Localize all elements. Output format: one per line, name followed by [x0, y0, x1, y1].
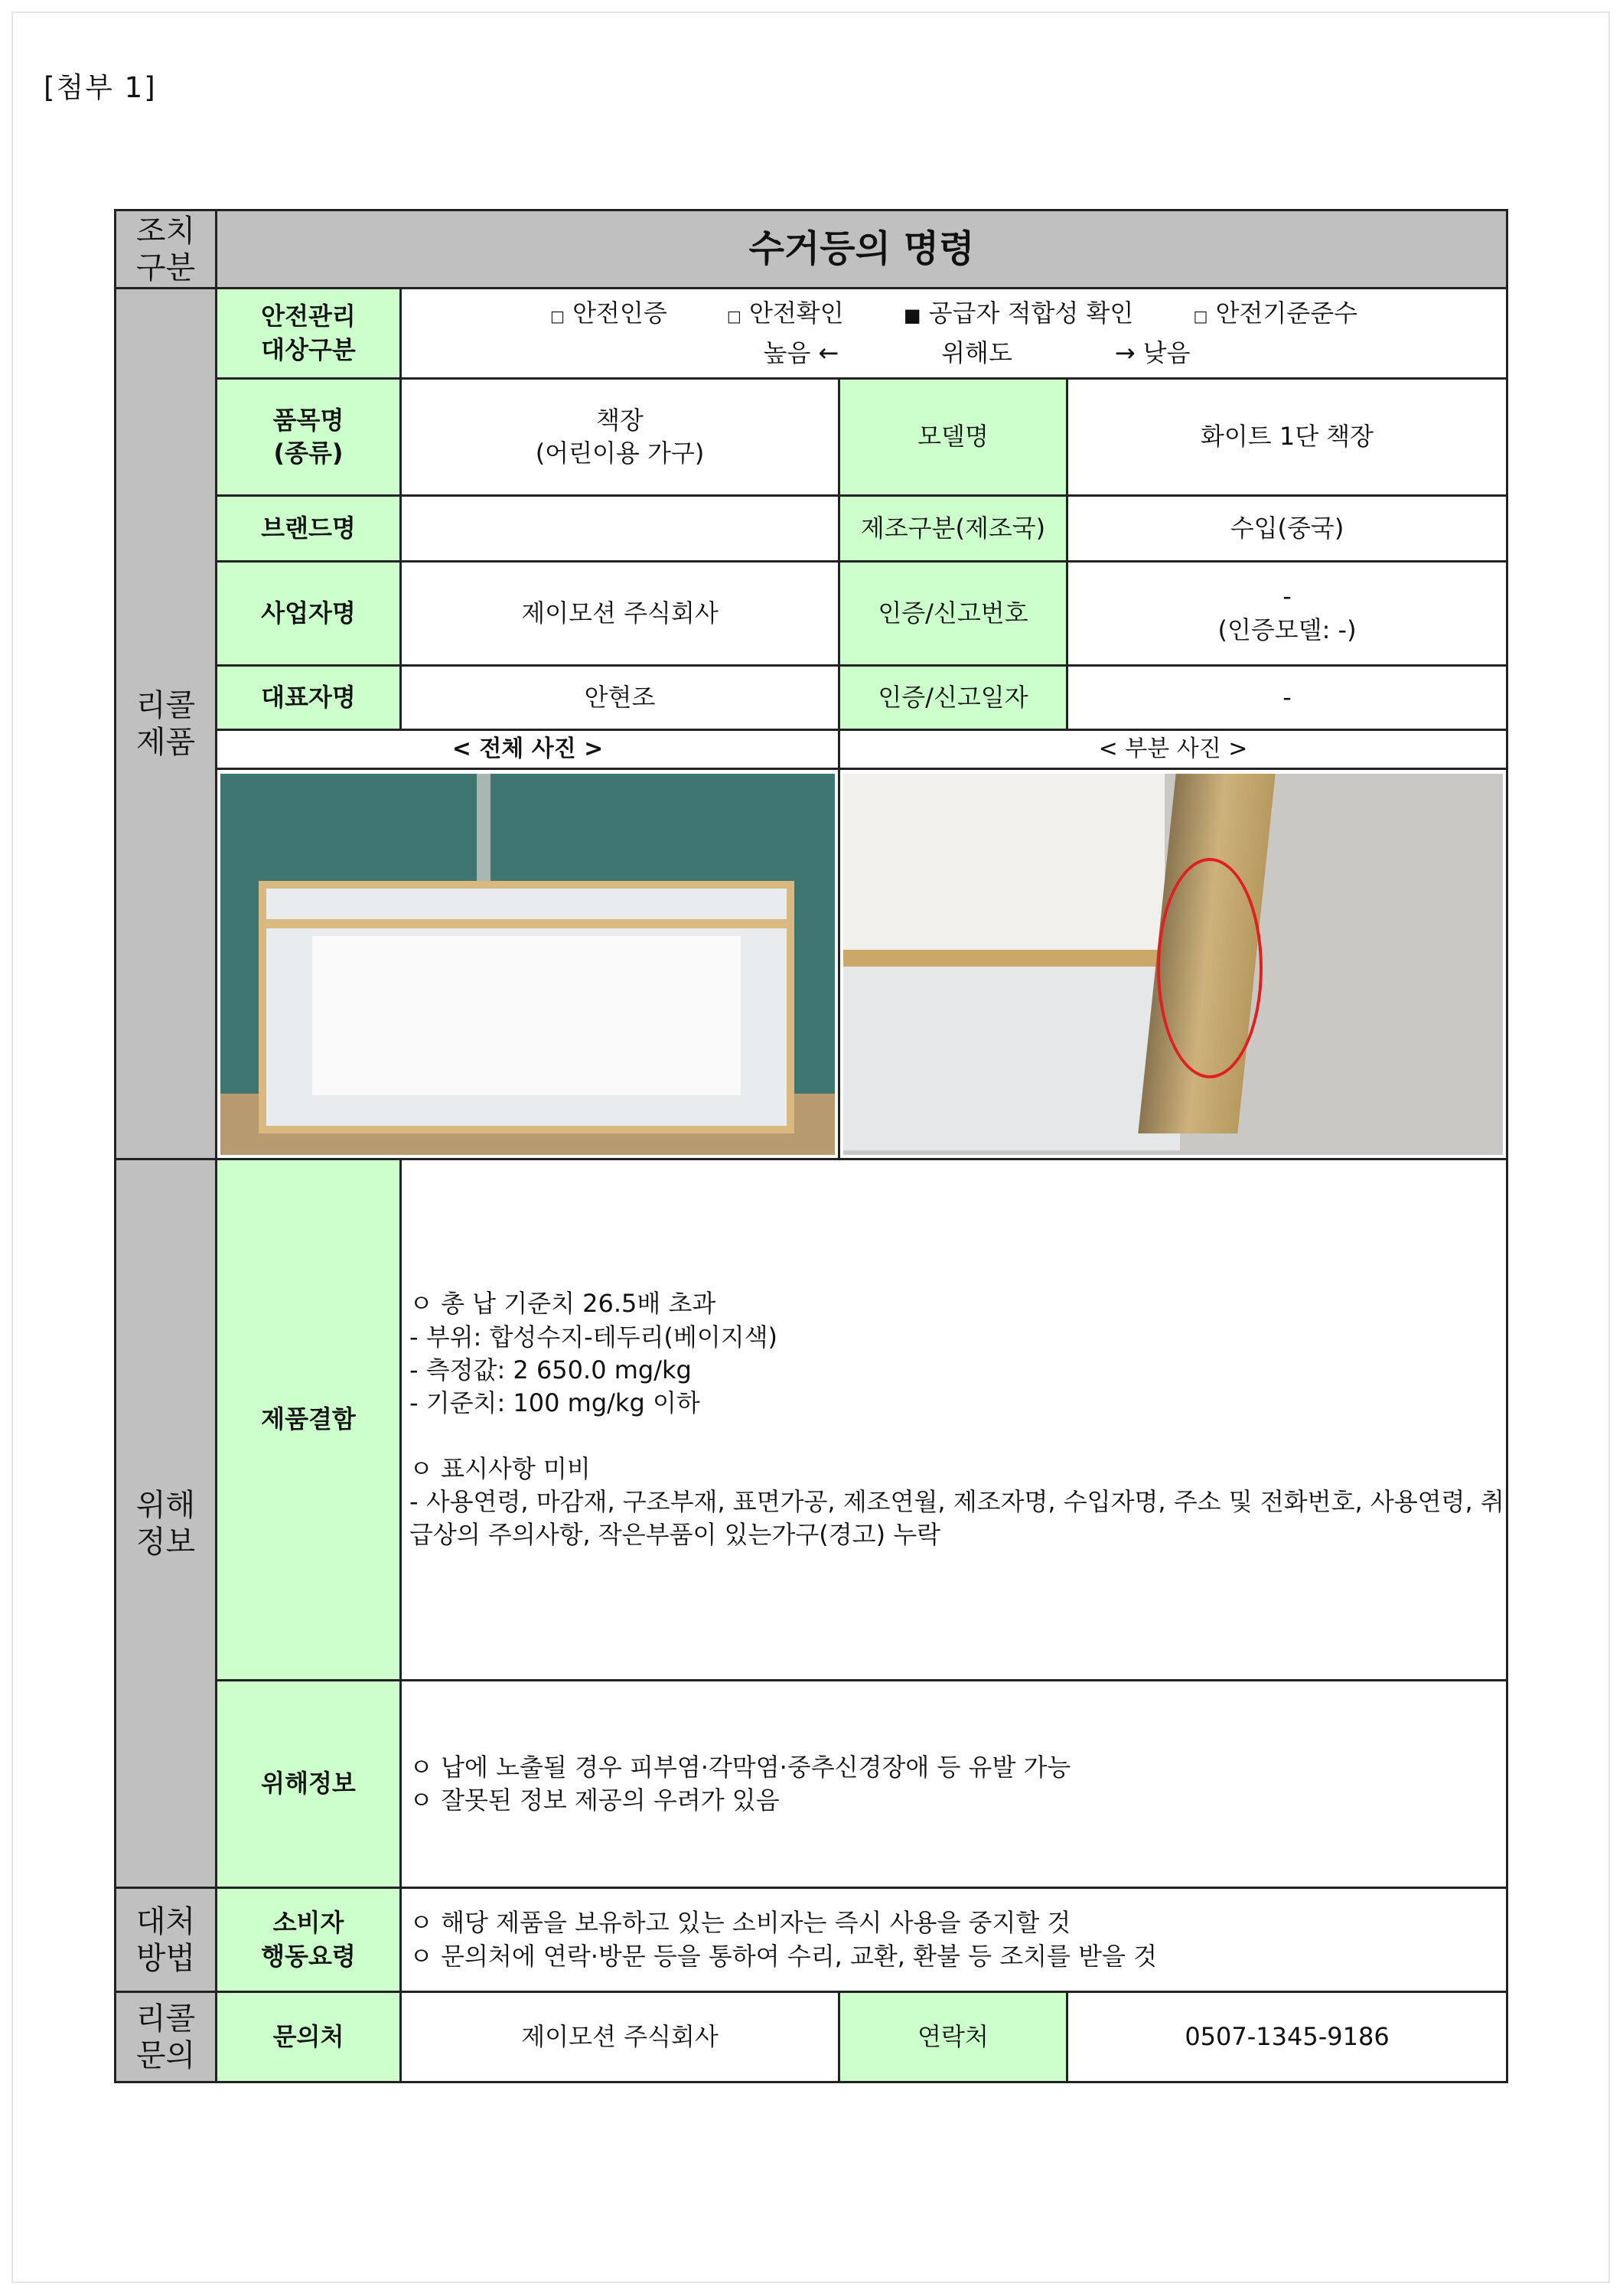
action-line: ㅇ 해당 제품을 보유하고 있는 소비자는 즉시 사용을 중지할 것 — [409, 1908, 1071, 1938]
safety-category-cell — [401, 289, 1507, 379]
photo-part-label: < 부분 사진 > — [839, 730, 1507, 769]
inquiry-side-label: 리콜 문의 — [116, 1992, 217, 2082]
brand-name-label: 브랜드명 — [217, 496, 401, 562]
defect-label: 제품결함 — [217, 1159, 401, 1681]
hazard-line: ㅇ 납에 노출될 경우 피부염·각막염·중추신경장애 등 유발 가능 — [409, 1752, 1071, 1782]
response-side-label: 대처 방법 — [116, 1888, 217, 1992]
item-name-label: 품목명 (종류) — [217, 379, 401, 496]
recall-order-table — [114, 209, 1508, 2083]
product-part-photo — [843, 774, 1503, 1155]
option-supplier-conformity: ■ 공급자 적합성 확인 — [903, 298, 1134, 328]
safety-category-options — [402, 297, 1506, 330]
defect-line: - 사용연령, 마감재, 구조부재, 표면가공, 제조연월, 제조자명, 수입자명, 주소 및 전화번호, 사용연령, 취급상의 주의사항, 작은부품이 있는가구(경고) 누락 — [409, 1487, 1504, 1550]
photo-full-label: < 전체 사진 > — [217, 730, 839, 769]
item-name-value: 책장 (어린이용 가구) — [401, 379, 839, 496]
option-safety-cert: □ 안전인증 — [550, 298, 667, 328]
defect-highlight-circle — [1157, 858, 1263, 1078]
cert-date-value: - — [1067, 666, 1507, 730]
hazard-line: ㅇ 잘못된 정보 제공의 우려가 있음 — [409, 1786, 780, 1815]
defect-line: ㅇ 표시사항 미비 — [409, 1454, 591, 1484]
hazard-scale — [402, 337, 1506, 370]
business-name-label: 사업자명 — [217, 562, 401, 666]
defect-line: ㅇ 총 납 기준치 26.5배 초과 — [409, 1289, 716, 1319]
representative-value: 안현조 — [401, 666, 839, 730]
scale-mid: 위해도 — [941, 338, 1012, 367]
defect-line: - 부위: 합성수지-테두리(베이지색) — [409, 1322, 778, 1352]
defect-line: - 측정값: 2 650.0 mg/kg — [409, 1355, 692, 1384]
hazard-info-side-label: 위해 정보 — [116, 1159, 217, 1888]
contact-label: 문의처 — [217, 1992, 401, 2082]
cert-date-label: 인증/신고일자 — [839, 666, 1067, 730]
action-type-label: 조치 구분 — [116, 210, 217, 289]
hazard-label: 위해정보 — [217, 1681, 401, 1888]
defect-line: - 기준치: 100 mg/kg 이하 — [409, 1388, 700, 1417]
model-name-value: 화이트 1단 책장 — [1067, 379, 1507, 496]
manufacture-type-label: 제조구분(제조국) — [839, 496, 1067, 562]
action-line: ㅇ 문의처에 연락·방문 등을 통하여 수리, 교환, 환불 등 조치를 받을 것 — [409, 1941, 1158, 1971]
consumer-action-label: 소비자 행동요령 — [217, 1888, 401, 1992]
defect-spacer — [409, 1420, 1506, 1453]
photo-part-cell — [839, 769, 1507, 1159]
manufacture-type-value: 수입(중국) — [1067, 496, 1507, 562]
contact-value: 제이모션 주식회사 — [401, 1992, 839, 2082]
defect-details — [401, 1159, 1507, 1681]
consumer-action-details — [401, 1888, 1507, 1992]
brand-name-value — [401, 496, 839, 562]
option-safety-standard: □ 안전기준준수 — [1193, 298, 1358, 328]
photo-full-cell — [217, 769, 839, 1159]
cert-number-value: - (인증모델: -) — [1067, 562, 1507, 666]
cert-number-label: 인증/신고번호 — [839, 562, 1067, 666]
scale-high: 높음 ← — [763, 338, 839, 367]
scale-low: → 낮음 — [1114, 338, 1191, 367]
safety-category-label: 안전관리 대상구분 — [217, 289, 401, 379]
representative-label: 대표자명 — [217, 666, 401, 730]
phone-label: 연락처 — [839, 1992, 1067, 2082]
product-full-photo — [220, 774, 835, 1155]
attachment-label: [첨부 1] — [44, 71, 157, 104]
page-title: 수거등의 명령 — [217, 210, 1507, 289]
option-safety-check: □ 안전확인 — [726, 298, 844, 328]
model-name-label: 모델명 — [839, 379, 1067, 496]
phone-value: 0507-1345-9186 — [1067, 1992, 1507, 2082]
business-name-value: 제이모션 주식회사 — [401, 562, 839, 666]
hazard-details — [401, 1681, 1507, 1888]
recall-product-label: 리콜 제품 — [116, 289, 217, 1159]
